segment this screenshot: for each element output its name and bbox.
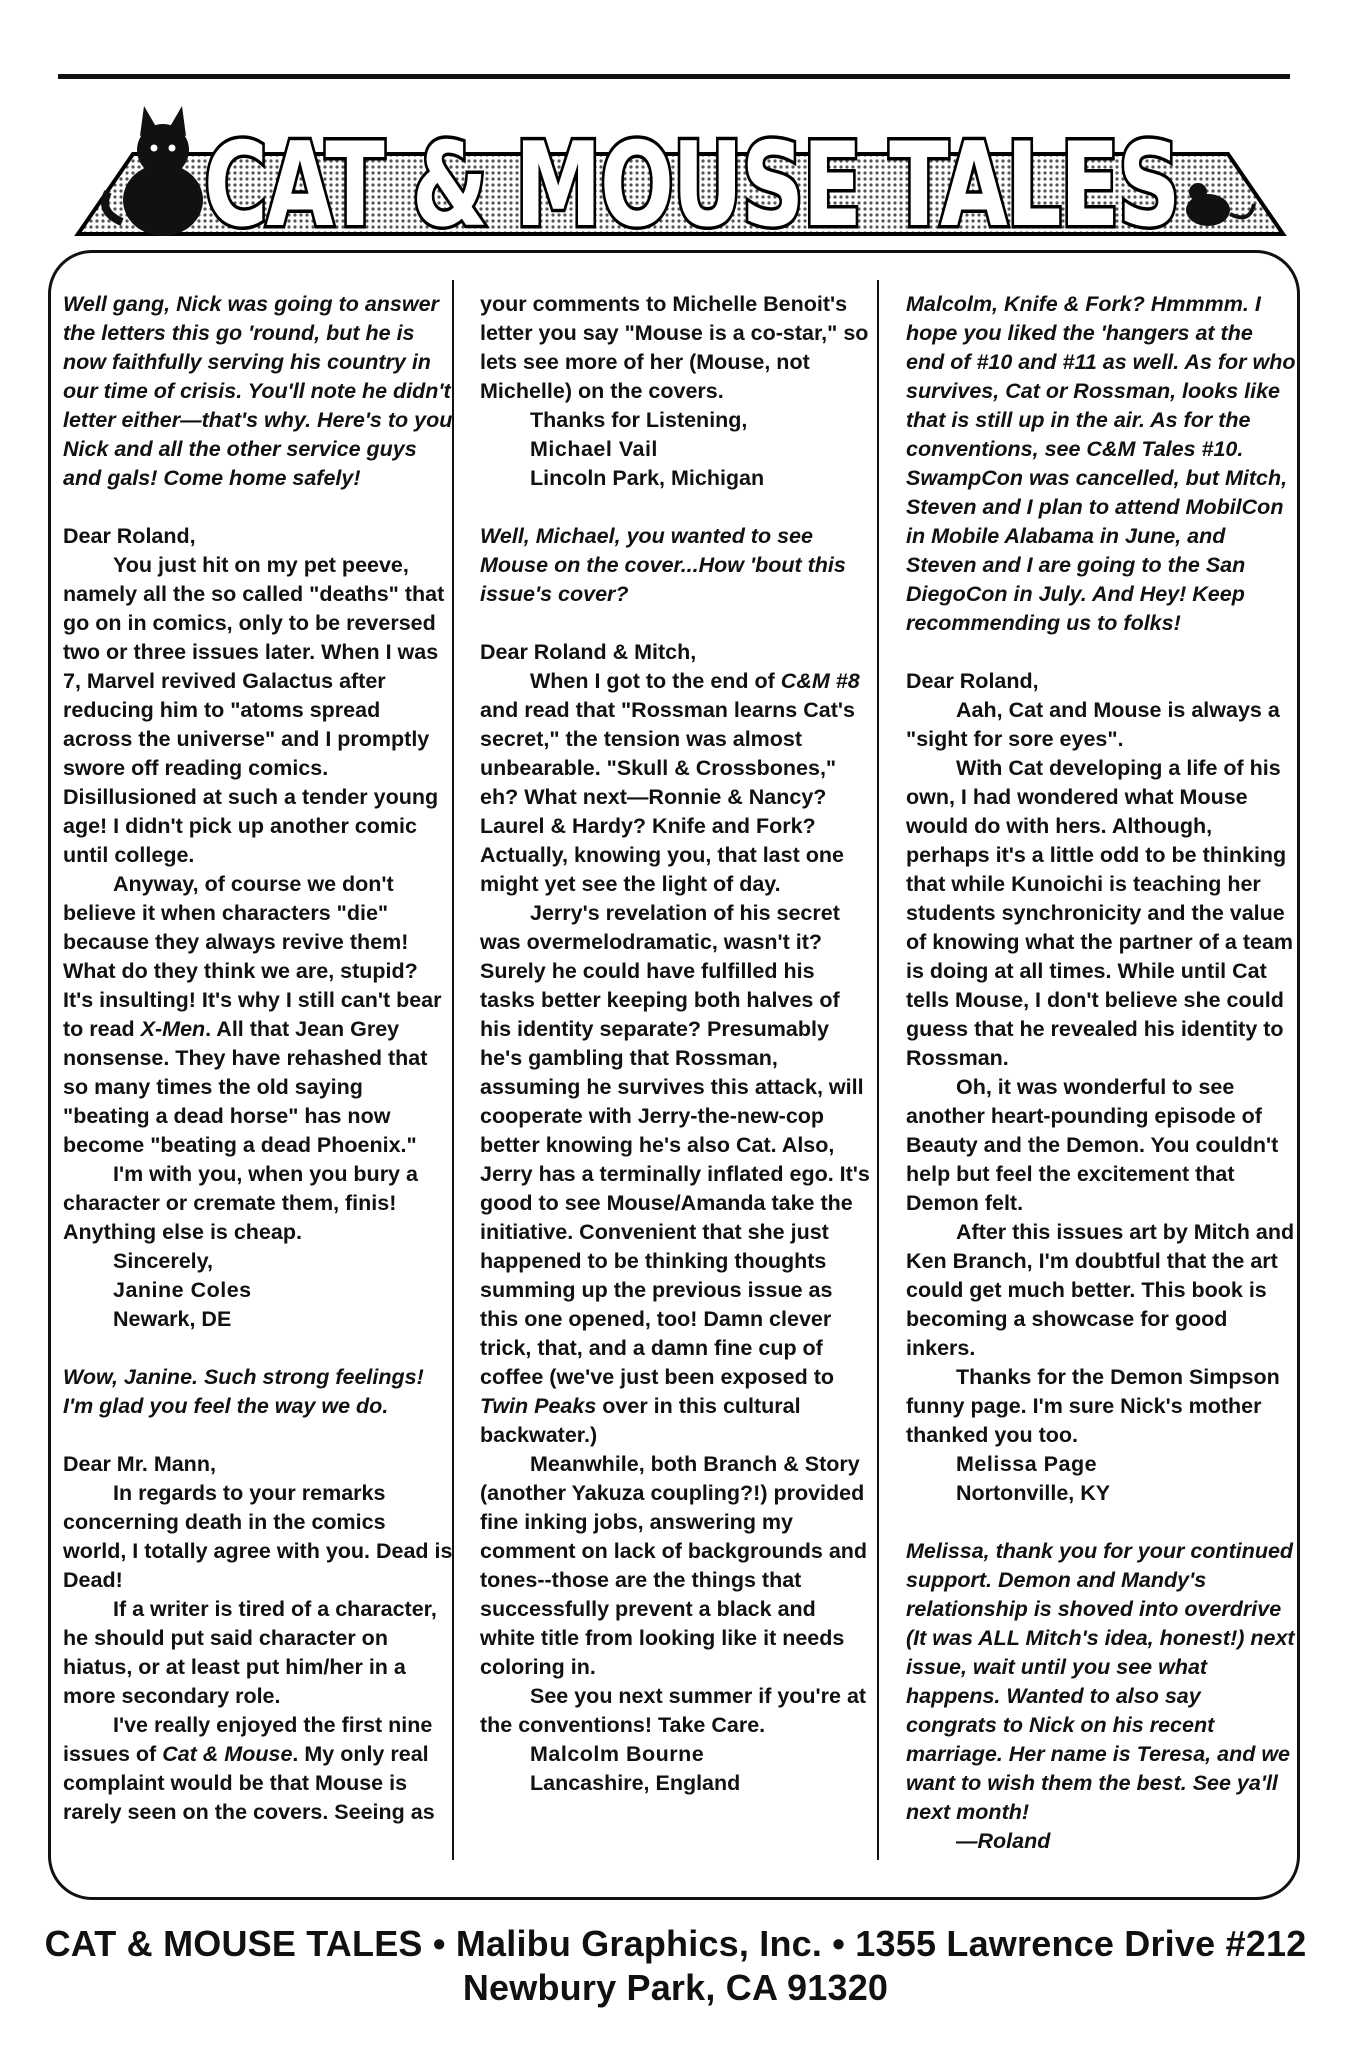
letter-salutation: Dear Mr. Mann, bbox=[63, 1452, 216, 1476]
letter-author: Michael Vail bbox=[530, 437, 658, 461]
letter-author: Malcolm Bourne bbox=[530, 1742, 705, 1766]
editor-reply: Malcolm, Knife & Fork? Hmmmm. I hope you liked the 'hangers at the end of #10 and #11 as well. As for who survives, Cat or Rossman, looks like that is still up in the air. As for the conventions, see C&M Tales #10. SwampCon was cancelled, but Mitch, Steven and I plan to attend MobilCon in Mobile Alabama in June, and Steven and I are going to the San DiegoCon in July. And Hey! Keep recommending us to folks! bbox=[906, 292, 1296, 635]
letter-paragraph: Anyway, of course we don't believe it when characters "die" because they always revive them! What do they think we are, stupid? It's insulting! It's why I still can't bear to read X-Men. All that Jean Grey nonsense. They have rehashed that so many times the old saying "beating a dead horse" has now become "beating a dead Phoenix." bbox=[63, 872, 442, 1157]
letter-paragraph: I'm with you, when you bury a character or cremate them, finis! Anything else is cheap. bbox=[63, 1162, 418, 1244]
letter-salutation: Dear Roland & Mitch, bbox=[480, 640, 697, 664]
letter-paragraph: With Cat developing a life of his own, I had wondered what Mouse would do with hers. Although, perhaps it's a little odd to be thinking that while Kunoichi is teaching her students synchronicity and the value of knowing what the partner of a team is doing at all times. While until Cat tells Mouse, I don't believe she could guess that he revealed his identity to Rossman. bbox=[906, 756, 1294, 1070]
top-rule bbox=[58, 74, 1290, 79]
editor-reply: Melissa, thank you for your continued support. Demon and Mandy's relationship is shoved into overdrive (It was ALL Mitch's idea, honest!) next issue, wait until you see what happens. Wanted to also say congrats to Nick on his recent marriage. Her name is Teresa, and we want to wish them the best. See ya'll next month! bbox=[906, 1539, 1295, 1824]
letter-location: Newark, DE bbox=[113, 1307, 232, 1331]
letter-closing: Sincerely, bbox=[113, 1249, 213, 1273]
letter-author: Melissa Page bbox=[956, 1452, 1098, 1476]
letter-location: Nortonville, KY bbox=[956, 1481, 1111, 1505]
letters-column-3 bbox=[906, 290, 1296, 1856]
letter-paragraph: Oh, it was wonderful to see another heart-pounding episode of Beauty and the Demon. You couldn't help but feel the excitement that Demon felt. bbox=[906, 1075, 1279, 1215]
letter-location: Lancashire, England bbox=[530, 1771, 741, 1795]
editor-intro: Well gang, Nick was going to answer the letters this go 'round, but he is now faithfully serving his country in our time of crisis. You'll note he didn't letter either—that's why. Here's to you Nick and all the other service guys and gals! Come home safely! bbox=[63, 292, 453, 490]
letter-paragraph: Meanwhile, both Branch & Story (another Yakuza coupling?!) provided fine inking jobs, answering my comment on lack of backgrounds and tones--those are the things that successfully prevent a black and white title from looking like it needs coloring in. bbox=[480, 1452, 868, 1679]
letter-paragraph: After this issues art by Mitch and Ken Branch, I'm doubtful that the art could get much better. This book is becoming a showcase for good inkers. bbox=[906, 1220, 1295, 1360]
letter-paragraph: Jerry's revelation of his secret was overmelodramatic, wasn't it? Surely he could have fulfilled his tasks better keeping both halves of his identity separate? Presumably he's gambling that Rossman, assuming he survives this attack, will cooperate with Jerry-the-new-cop better knowing he's also Cat. Also, Jerry has a terminally inflated ego. It's good to see Mouse/Amanda take the initiative. Convenient that she just happened to be thinking thoughts summing up the previous issue as this one opened, too! Damn clever trick, that, and a damn fine cup of coffee (we've just been exposed to Twin Peaks over in this cultural backwater.) bbox=[480, 901, 870, 1447]
publisher-address bbox=[0, 1922, 1351, 2010]
letter-salutation: Dear Roland, bbox=[63, 524, 196, 548]
letter-paragraph: When I got to the end of C&M #8 and read that "Rossman learns Cat's secret," the tension was almost unbearable. "Skull & Crossbones," eh? What next—Ronnie & Nancy? Laurel & Hardy? Knife and Fork? Actually, knowing you, that last one might yet see the light of day. bbox=[480, 669, 860, 896]
letter-closing: Thanks for Listening, bbox=[530, 408, 748, 432]
letters-column-2 bbox=[480, 290, 870, 1798]
letter-paragraph: your comments to Michelle Benoit's letter you say "Mouse is a co-star," so lets see more of her (Mouse, not Michelle) on the covers. bbox=[480, 292, 869, 403]
letters-column-1 bbox=[63, 290, 453, 1827]
masthead bbox=[58, 92, 1290, 242]
letter-location: Lincoln Park, Michigan bbox=[530, 466, 765, 490]
editor-reply: Well, Michael, you wanted to see Mouse on the cover...How 'bout this issue's cover? bbox=[480, 524, 846, 606]
letter-paragraph: Thanks for the Demon Simpson funny page. I'm sure Nick's mother thanked you too. bbox=[906, 1365, 1280, 1447]
letter-salutation: Dear Roland, bbox=[906, 669, 1039, 693]
letter-paragraph: See you next summer if you're at the conventions! Take Care. bbox=[480, 1684, 867, 1737]
masthead-title: CAT & MOUSE TALES bbox=[204, 118, 1179, 242]
letter-paragraph: In regards to your remarks concerning death in the comics world, I totally agree with you. Dead is Dead! bbox=[63, 1481, 453, 1592]
editor-signature: —Roland bbox=[956, 1829, 1051, 1853]
masthead-banner bbox=[58, 92, 1290, 242]
letter-paragraph: You just hit on my pet peeve, namely all the so called "deaths" that go on in comics, only to be reversed two or three issues later. When I was 7, Marvel revived Galactus after reducing him to "atoms spread across the universe" and I promptly swore off reading comics. Disillusioned at such a tender young age! I didn't pick up another comic until college. bbox=[63, 553, 445, 867]
editor-reply: Wow, Janine. Such strong feelings! I'm glad you feel the way we do. bbox=[63, 1365, 424, 1418]
publisher-line-2: Newbury Park, CA 91320 bbox=[462, 1967, 889, 2008]
letter-paragraph: I've really enjoyed the first nine issues of Cat & Mouse. My only real complaint would be that Mouse is rarely seen on the covers. Seeing as bbox=[63, 1713, 435, 1824]
letter-paragraph: Aah, Cat and Mouse is always a "sight for sore eyes". bbox=[906, 698, 1280, 751]
column-divider bbox=[877, 280, 879, 1860]
letter-author: Janine Coles bbox=[113, 1278, 252, 1302]
publisher-line-1: CAT & MOUSE TALES • Malibu Graphics, Inc. • 1355 Lawrence Drive #212 bbox=[44, 1923, 1307, 1964]
letter-paragraph: If a writer is tired of a character, he should put said character on hiatus, or at least put him/her in a more secondary role. bbox=[63, 1597, 437, 1708]
